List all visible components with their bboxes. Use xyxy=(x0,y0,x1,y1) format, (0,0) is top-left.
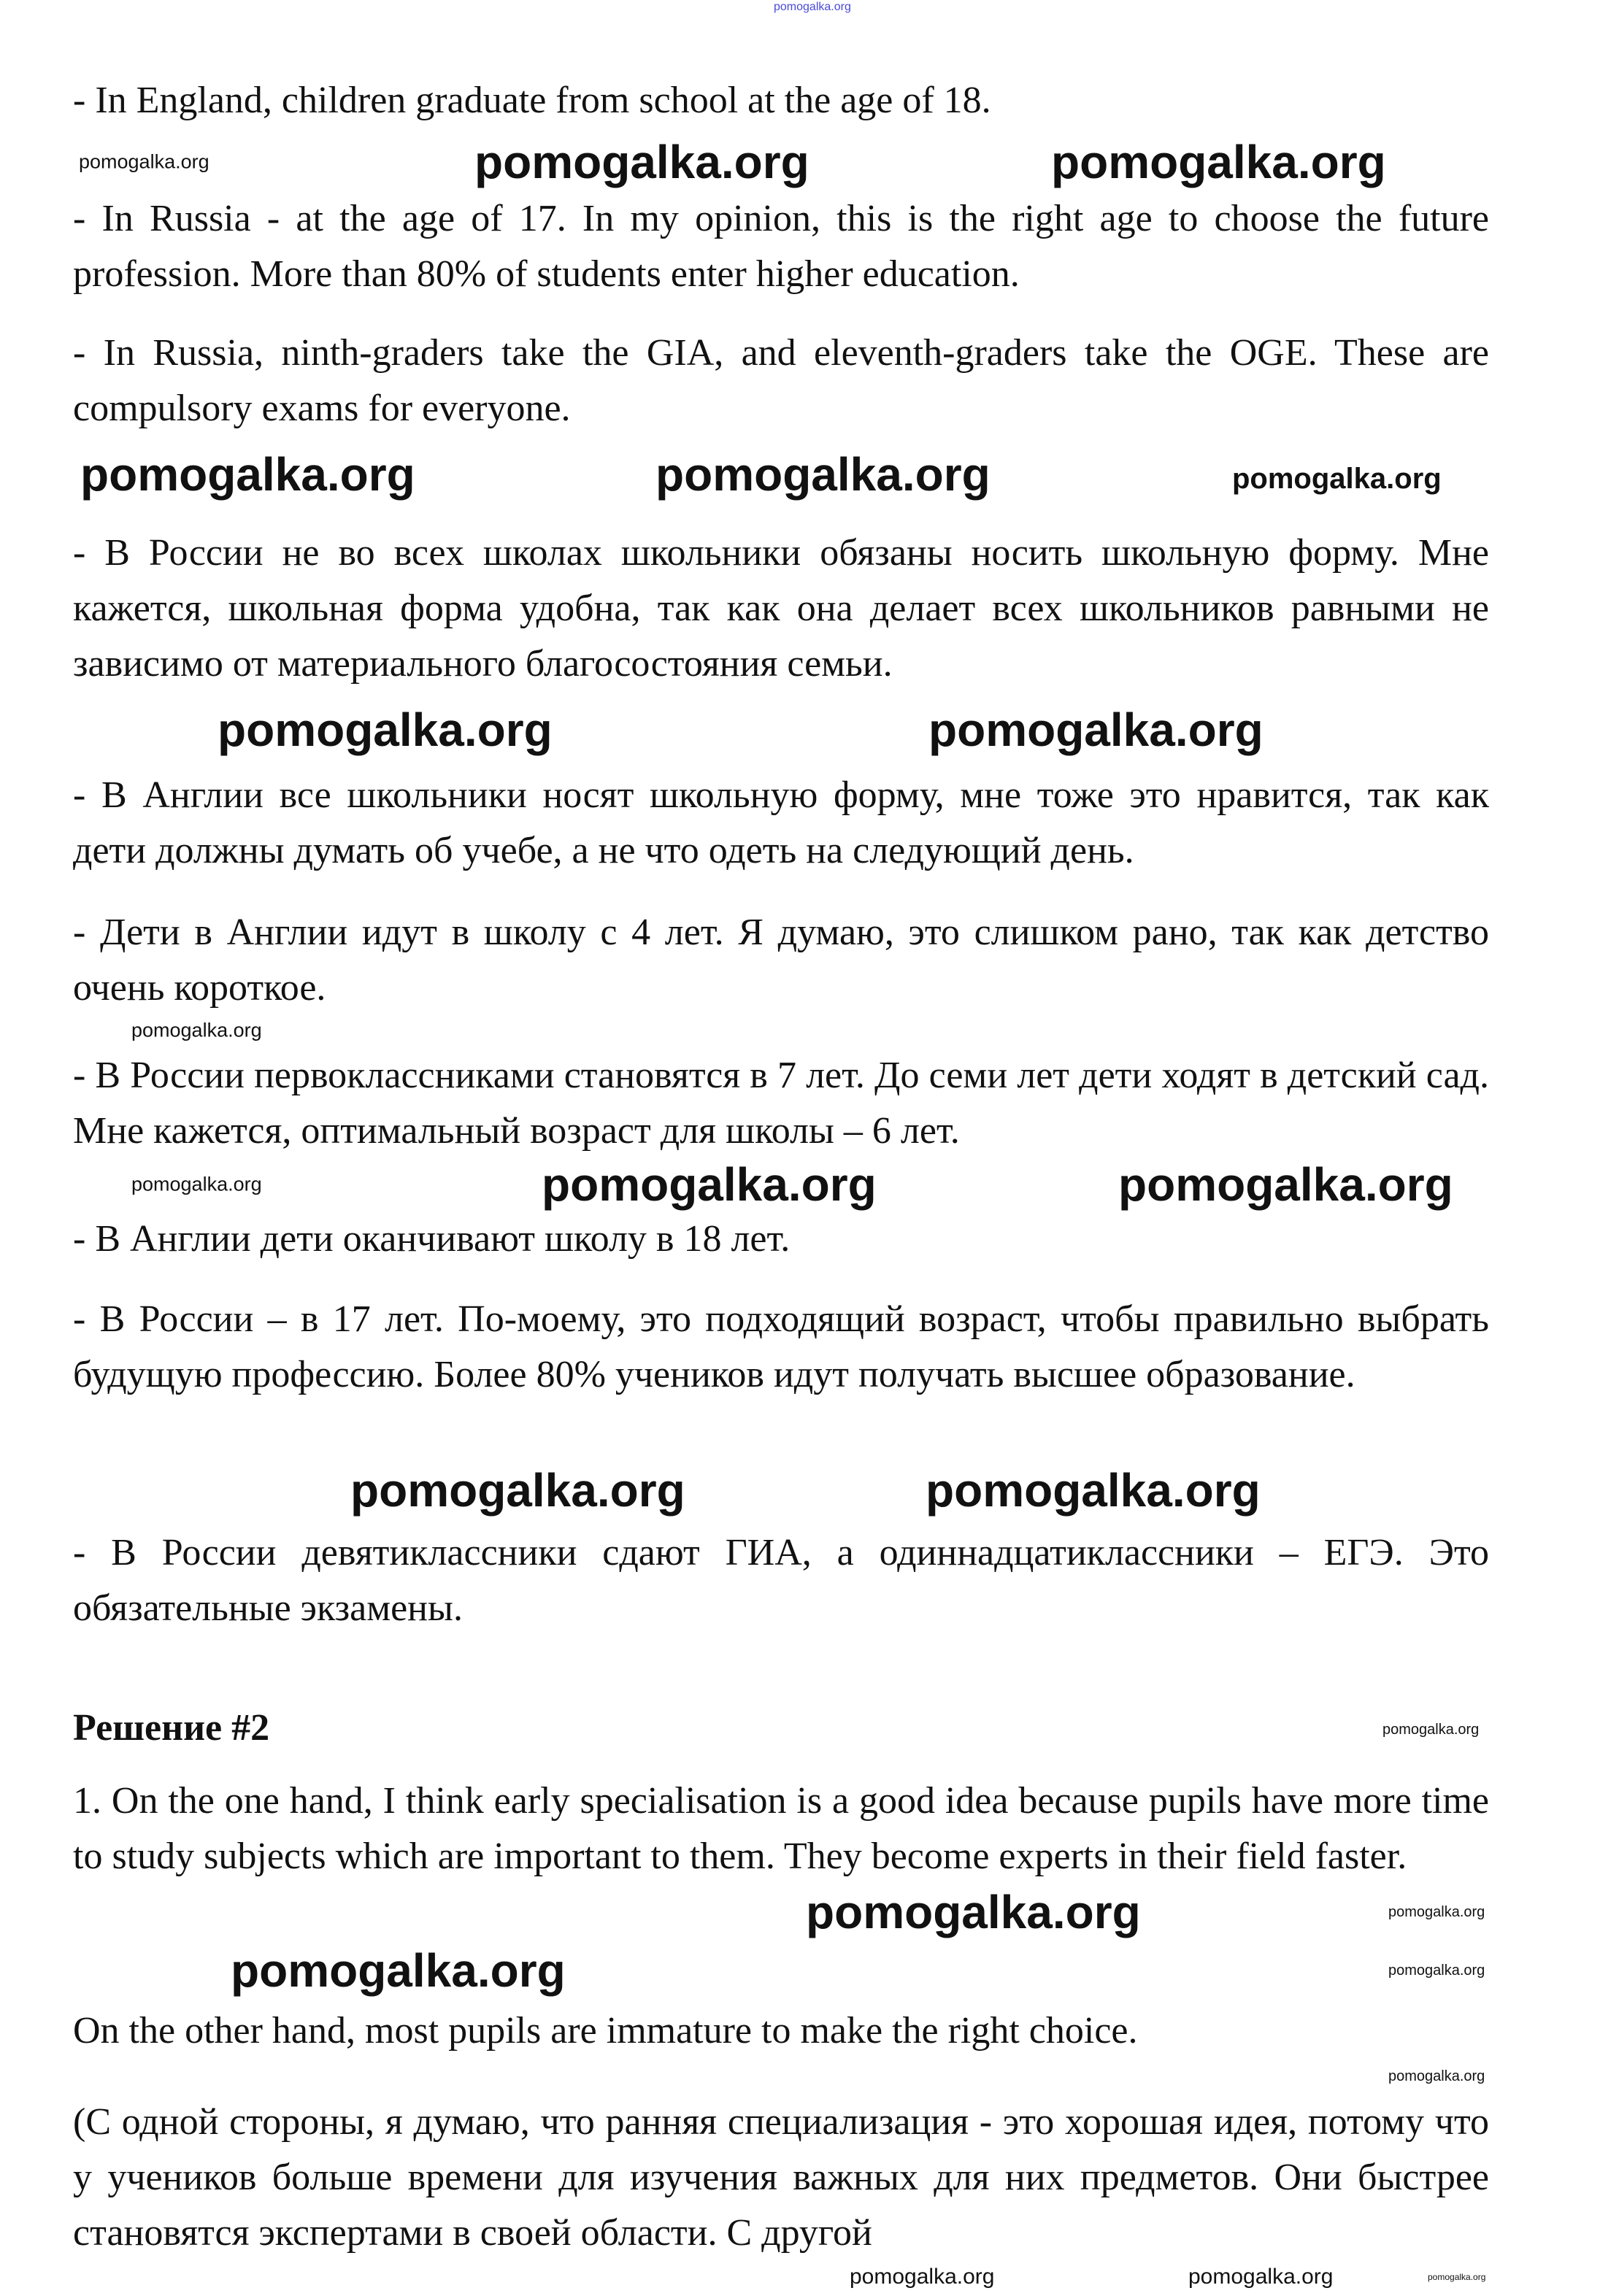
watermark: pomogalka.org xyxy=(350,1464,685,1517)
paragraph: - Дети в Англии идут в школу с 4 лет. Я думаю, это слишком рано, так как детство очень короткое. xyxy=(73,912,1489,1009)
watermark: pomogalka.org xyxy=(131,1019,262,1041)
paragraph: - В России девятиклассники сдают ГИА, а одиннадцатиклассники – ЕГЭ. Это обязательные экзамены. xyxy=(73,1532,1489,1629)
paragraph: - In Russia - at the age of 17. In my opinion, this is the right age to choose the future profession. More than 80% of students enter higher education. xyxy=(73,198,1489,295)
watermark: pomogalka.org xyxy=(218,704,553,756)
watermark: pomogalka.org xyxy=(1428,2272,1486,2282)
watermark: pomogalka.org xyxy=(1232,463,1442,495)
watermark: pomogalka.org xyxy=(1388,1904,1485,1920)
watermark: pomogalka.org xyxy=(1051,136,1386,188)
paragraph: - В России не во всех школах школьники обязаны носить школьную форму. Мне кажется, школьная форма удобна, так как она делает всех школьников равными не зависимо от материального благосостояния семьи. xyxy=(73,532,1489,685)
watermark: pomogalka.org xyxy=(1188,2265,1334,2289)
watermark: pomogalka.org xyxy=(928,704,1264,756)
paragraph: On the other hand, most pupils are immature to make the right choice. xyxy=(73,2010,1138,2052)
watermark: pomogalka.org xyxy=(79,150,209,173)
watermark: pomogalka.org xyxy=(926,1464,1261,1517)
watermark: pomogalka.org xyxy=(850,2265,995,2289)
watermark: pomogalka.org xyxy=(1388,2068,1485,2084)
paragraph: - В России первоклассниками становятся в 7 лет. До семи лет дети ходят в детский сад. Мне кажется, оптимальный возраст для школы – 6 лет. xyxy=(73,1055,1489,1152)
watermark: pomogalka.org xyxy=(655,448,991,501)
watermark: pomogalka.org xyxy=(1382,1722,1480,1738)
paragraph: - В Англии дети оканчивают школу в 18 лет. xyxy=(73,1218,791,1260)
watermark: pomogalka.org xyxy=(474,136,809,188)
watermark: pomogalka.org xyxy=(1388,1962,1485,1979)
watermark-link[interactable]: pomogalka.org xyxy=(774,1,851,13)
section-heading: Решение #2 xyxy=(73,1707,270,1749)
paragraph: - In Russia, ninth-graders take the GIA, and eleventh-graders take the OGE. These are compulsory exams for everyone. xyxy=(73,332,1489,429)
paragraph: - В Англии все школьники носят школьную форму, мне тоже это нравится, так как дети должны думать об учебе, а не что одеть на следующий день. xyxy=(73,774,1489,871)
watermark: pomogalka.org xyxy=(80,448,415,501)
paragraph: 1. On the one hand, I think early specialisation is a good idea because pupils have more time to study subjects which are important to them. They become experts in their field faster. xyxy=(73,1780,1489,1877)
watermark: pomogalka.org xyxy=(1118,1158,1453,1211)
paragraph: - In England, children graduate from school at the age of 18. xyxy=(73,80,991,121)
watermark: pomogalka.org xyxy=(806,1886,1141,1938)
watermark: pomogalka.org xyxy=(542,1158,877,1211)
paragraph: - В России – в 17 лет. По-моему, это подходящий возраст, чтобы правильно выбрать будущую профессию. Более 80% учеников идут получать высшее образование. xyxy=(73,1298,1489,1395)
watermark: pomogalka.org xyxy=(231,1944,566,1997)
watermark: pomogalka.org xyxy=(131,1173,262,1195)
paragraph: (С одной стороны, я думаю, что ранняя специализация - это хорошая идея, потому что у учеников больше времени для изучения важных для них предметов. Они быстрее становятся экспертами в своей области. С другой xyxy=(73,2101,1489,2254)
